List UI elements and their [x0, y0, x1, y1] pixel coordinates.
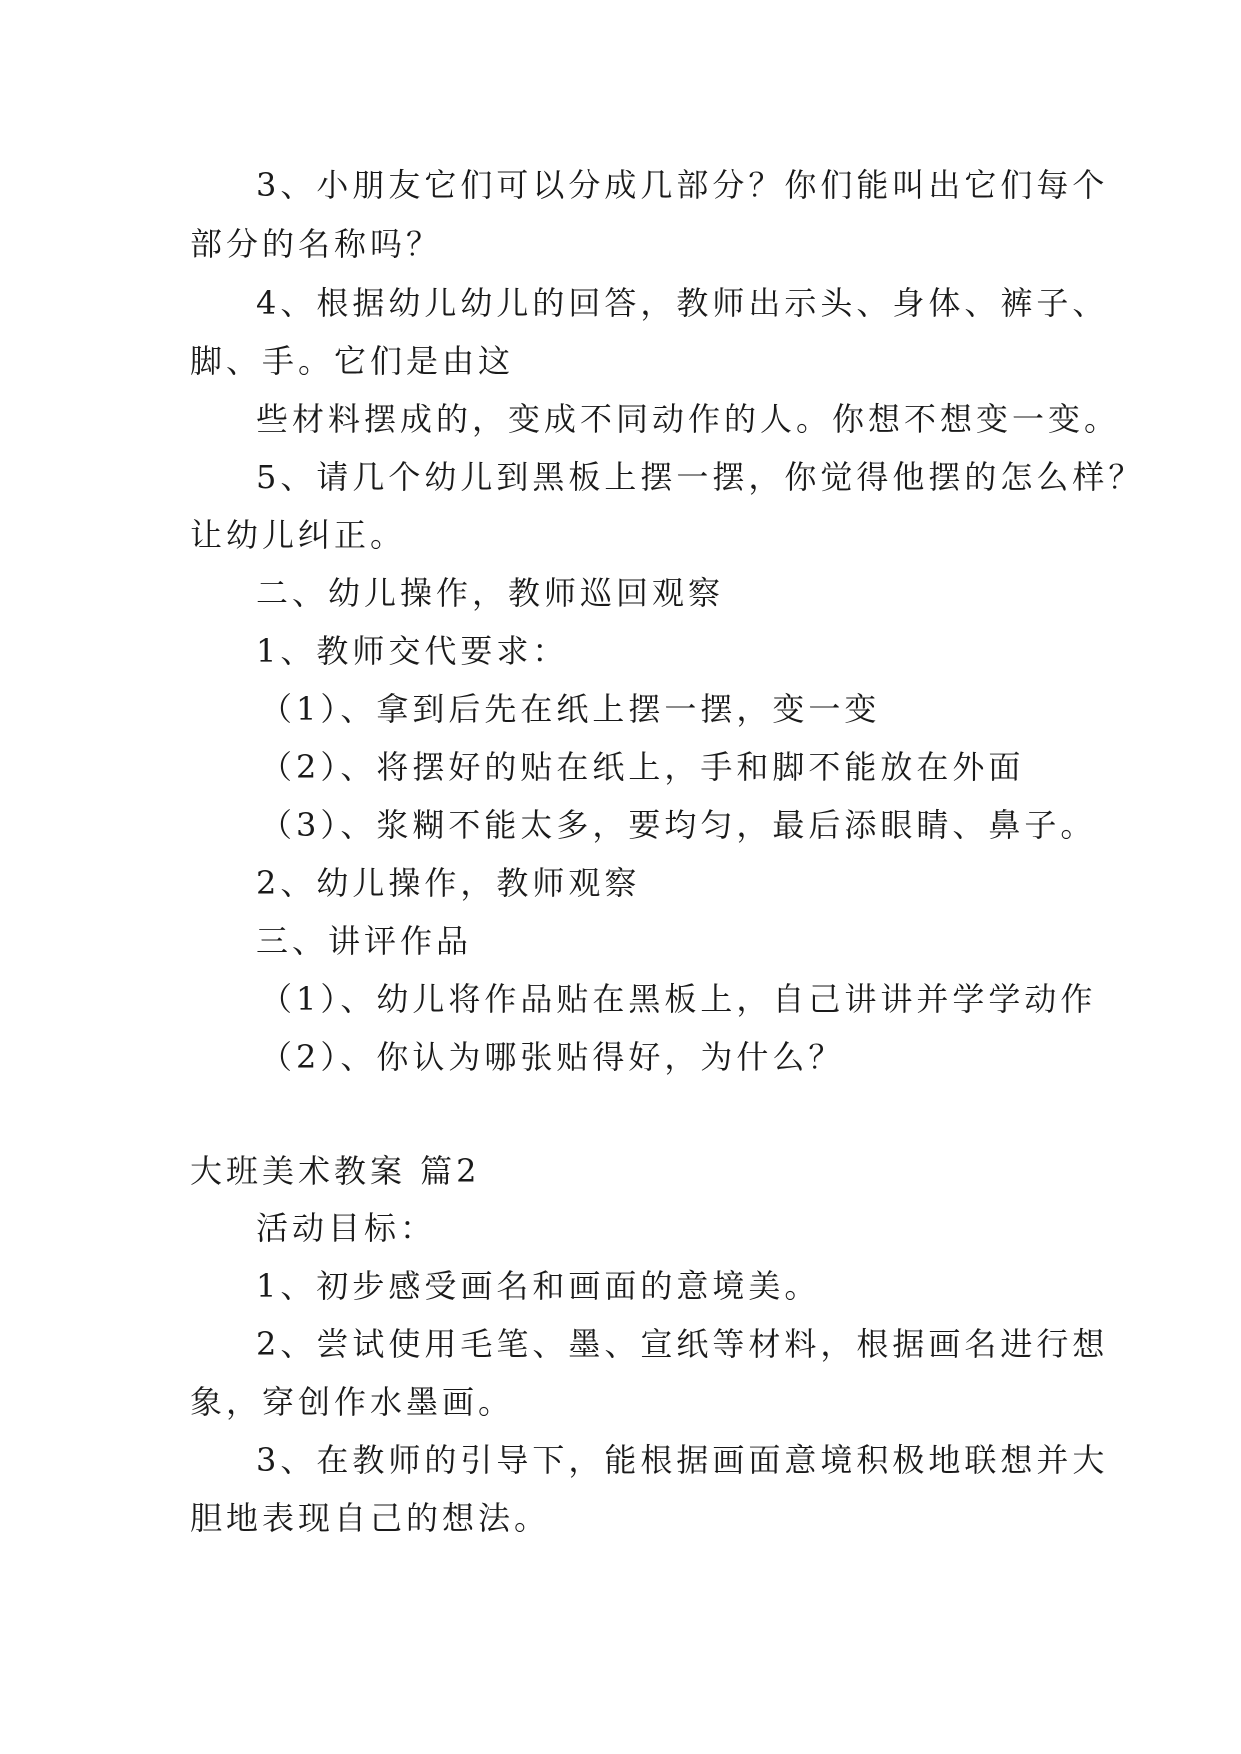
list-item: （1）、幼儿将作品贴在黑板上，自己讲讲并学学动作: [260, 980, 1097, 1018]
paragraph-line: 些材料摆成的，变成不同动作的人。你想不想变一变。: [256, 400, 1121, 438]
paragraph-line: 3、小朋友它们可以分成几部分？你们能叫出它们每个: [256, 166, 1109, 204]
paragraph-line: 1、教师交代要求：: [256, 632, 569, 670]
paragraph-line: 3、在教师的引导下，能根据画面意境积极地联想并大: [256, 1441, 1109, 1479]
section-heading: 活动目标：: [256, 1209, 437, 1247]
list-item: （1）、拿到后先在纸上摆一摆，变一变: [260, 690, 881, 728]
paragraph-line: 脚、手。它们是由这: [190, 342, 515, 380]
paragraph-line: 2、幼儿操作，教师观察: [256, 864, 641, 902]
list-item: （2）、你认为哪张贴得好，为什么？: [260, 1038, 845, 1076]
list-item: （2）、将摆好的贴在纸上，手和脚不能放在外面: [260, 748, 1025, 786]
list-item: （3）、浆糊不能太多，要均匀，最后添眼睛、鼻子。: [260, 806, 1097, 844]
paragraph-line: 让幼儿纠正。: [190, 516, 407, 554]
paragraph-line: 5、请几个幼儿到黑板上摆一摆，你觉得他摆的怎么样？: [256, 458, 1145, 496]
paragraph-line: 象，穿创作水墨画。: [190, 1383, 515, 1421]
paragraph-line: 部分的名称吗？: [190, 225, 443, 263]
paragraph-line: 胆地表现自己的想法。: [190, 1499, 551, 1537]
document-subtitle: 大班美术教案 篇2: [190, 1152, 481, 1190]
paragraph-line: 1、初步感受画名和画面的意境美。: [256, 1267, 821, 1305]
section-heading: 二、幼儿操作，教师巡回观察: [256, 574, 725, 612]
paragraph-line: 4、根据幼儿幼儿的回答，教师出示头、身体、裤子、: [256, 284, 1109, 322]
paragraph-line: 2、尝试使用毛笔、墨、宣纸等材料，根据画名进行想: [256, 1325, 1109, 1363]
section-heading: 三、讲评作品: [256, 922, 473, 960]
